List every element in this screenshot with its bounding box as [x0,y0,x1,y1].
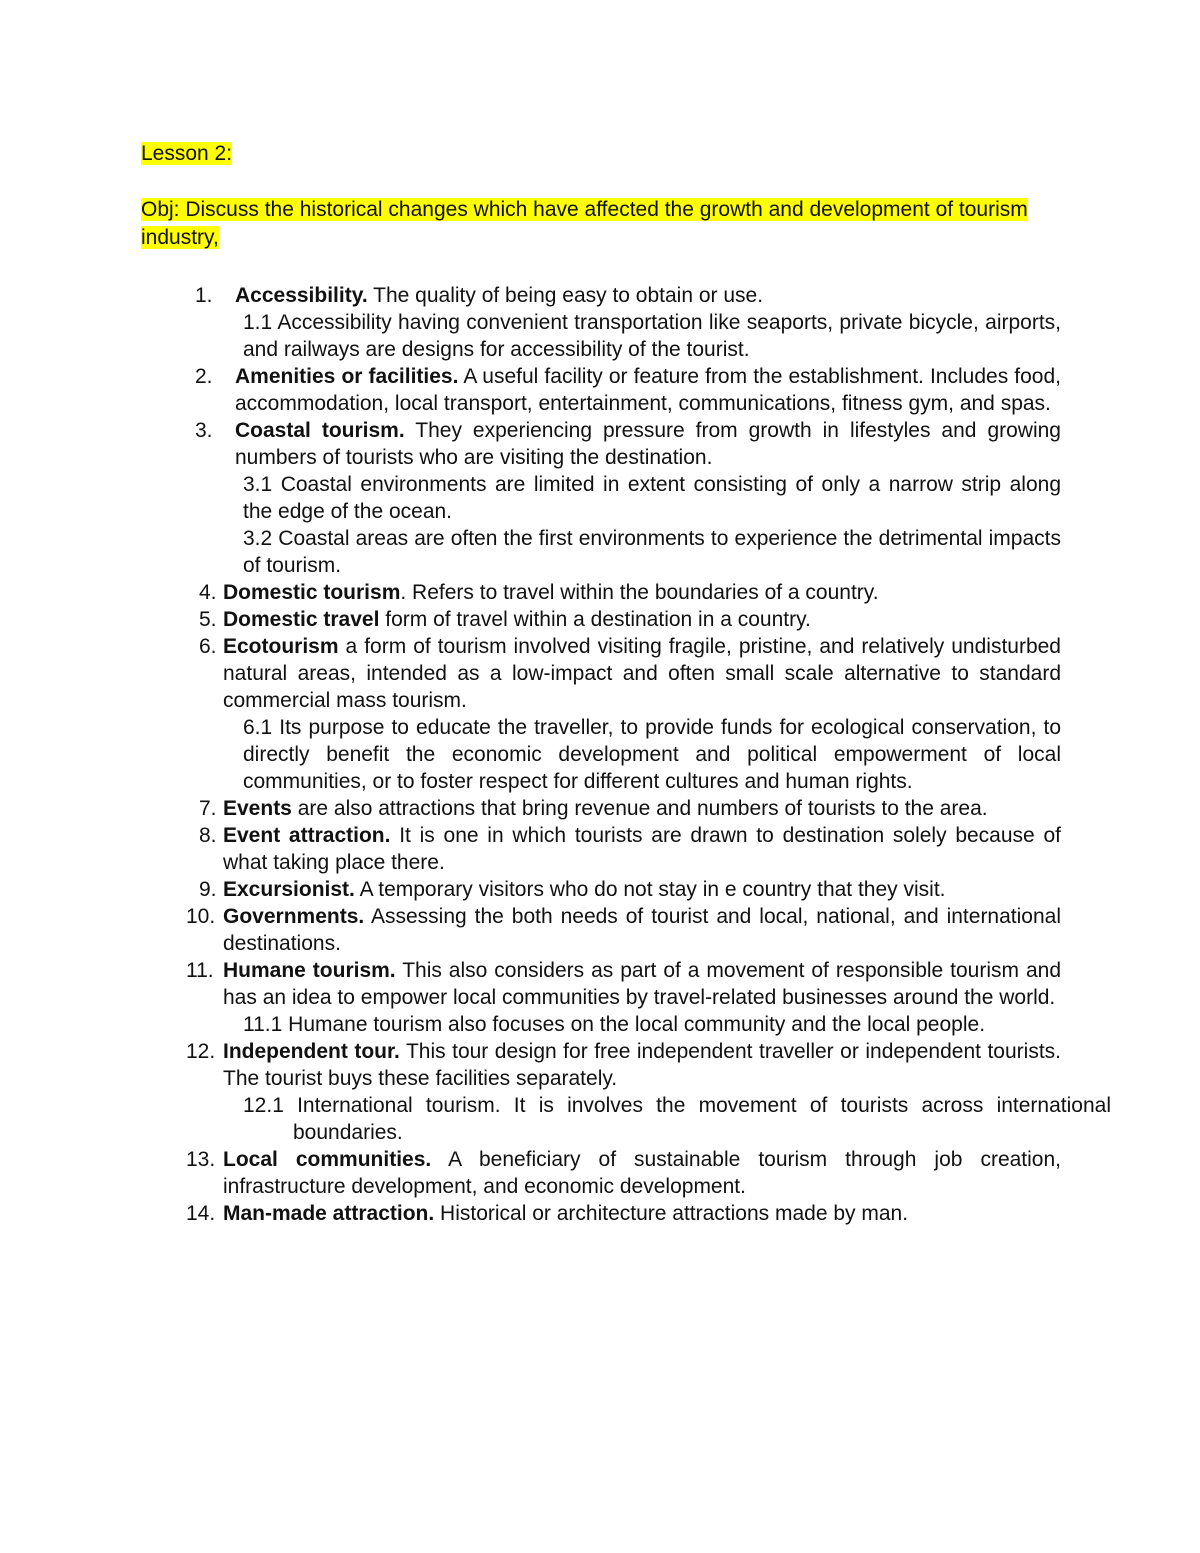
list-item-text: It is one in which tourists are drawn to destination solely because of what taking place there. [223,824,1061,874]
list-item-number: 11. [186,959,214,982]
list-item-1 [195,282,1061,309]
list-item-8 [199,822,1061,876]
list-item-number: 2. [195,365,213,388]
list-item-12 [186,1038,1061,1092]
list-item-term: Governments. [223,905,365,928]
sub-item-12-1: 12.1 International tourism. It is involves the movement of tourists across international boundaries. [243,1094,1111,1144]
list-item-text: Historical or architecture attractions made by man. [434,1202,909,1225]
sub-item-1-1: 1.1 Accessibility having convenient transportation like seaports, private bicycle, airports, and railways are designs for accessibility of the tourist. [243,311,1061,361]
list-item-term: Event attraction. [223,824,391,847]
list-item-text: form of travel within a destination in a country. [379,608,811,631]
list-item-text: Assessing the both needs of tourist and local, national, and international destinations. [223,905,1061,955]
list-item-number: 7. [199,797,217,820]
list-item-term: Domestic tourism [223,581,401,604]
objective-paragraph [141,196,1066,252]
list-item-10 [186,903,1061,957]
list-item-text: are also attractions that bring revenue and numbers of tourists to the area. [291,797,988,820]
list-item-number: 8. [199,824,217,847]
list-item-text: They experiencing pressure from growth in lifestyles and growing numbers of tourists who are visiting the destination. [235,419,1061,469]
list-item-text: This tour design for free independent traveller or independent tourists. The tourist buys these facilities separately. [223,1040,1061,1090]
list-item-13 [186,1146,1062,1200]
list-item-text: The quality of being easy to obtain or use. [367,284,764,307]
sub-item-3-2: 3.2 Coastal areas are often the first environments to experience the detrimental impacts of tourism. [243,527,1061,577]
list-item-number: 1. [195,284,213,307]
list-item-text: a form of tourism involved visiting fragile, pristine, and relatively undisturbed natural areas, intended as a low-impact and often small scale alternative to standard commercial mass tourism. [223,635,1061,712]
list-item-text: A beneficiary of sustainable tourism through job creation, infrastructure development, and economic development. [223,1148,1062,1198]
list-item-term: Excursionist. [223,878,355,901]
list-item-2 [195,363,1061,417]
terms-list [0,282,1200,1227]
list-item-term: Coastal tourism. [235,419,405,442]
list-item-term: Man-made attraction. [223,1202,435,1225]
list-item-term: Domestic travel [223,608,380,631]
list-item-3 [195,417,1061,471]
list-item-11 [186,957,1061,1011]
list-item-text: . Refers to travel within the boundaries of a country. [400,581,879,604]
list-item-number: 12. [186,1040,216,1063]
list-item-number: 5. [199,608,217,631]
sub-item-11-1: 11.1 Humane tourism also focuses on the local community and the local people. [243,1013,986,1036]
list-item-number: 14. [186,1202,216,1225]
list-item-number: 9. [199,878,217,901]
list-item-text: A useful facility or feature from the establishment. Includes food, accommodation, local transport, entertainment, communications, fitness gym, and spas. [235,365,1061,415]
list-item-7 [199,795,1061,822]
list-item-5 [199,606,1061,633]
sub-item-3-1: 3.1 Coastal environments are limited in extent consisting of only a narrow strip along the edge of the ocean. [243,473,1061,523]
list-item-text: A temporary visitors who do not stay in e country that they visit. [354,878,946,901]
lesson-heading [141,140,232,167]
list-item-number: 3. [195,419,213,442]
list-item-text: This also considers as part of a movement of responsible tourism and has an idea to empower local communities by travel-related businesses around the world. [223,959,1061,1009]
list-item-term: Humane tourism. [223,959,396,982]
list-item-number: 13. [186,1148,216,1171]
list-item-term: Ecotourism [223,635,339,658]
list-item-number: 4. [199,581,217,604]
sub-item-6-1: 6.1 Its purpose to educate the traveller, to provide funds for ecological conservation, to directly benefit the economic development and political empowerment of local communities, or to foster respect for different cultures and human rights. [243,716,1061,793]
list-item-term: Accessibility. [235,284,368,307]
list-item-term: Events [223,797,292,820]
list-item-4 [199,579,1061,606]
list-item-term: Amenities or facilities. [235,365,459,388]
list-item-9 [199,876,1061,903]
list-item-number: 6. [199,635,217,658]
list-item-term: Local communities. [223,1148,432,1171]
list-item-14 [186,1200,1061,1227]
lesson-title: Lesson 2: [141,142,233,165]
objective-text: Obj: Discuss the historical changes which have affected the growth and development of tourism industry, [141,198,1028,249]
list-item-6 [199,633,1061,714]
list-item-number: 10. [186,905,216,928]
list-item-term: Independent tour. [223,1040,400,1063]
